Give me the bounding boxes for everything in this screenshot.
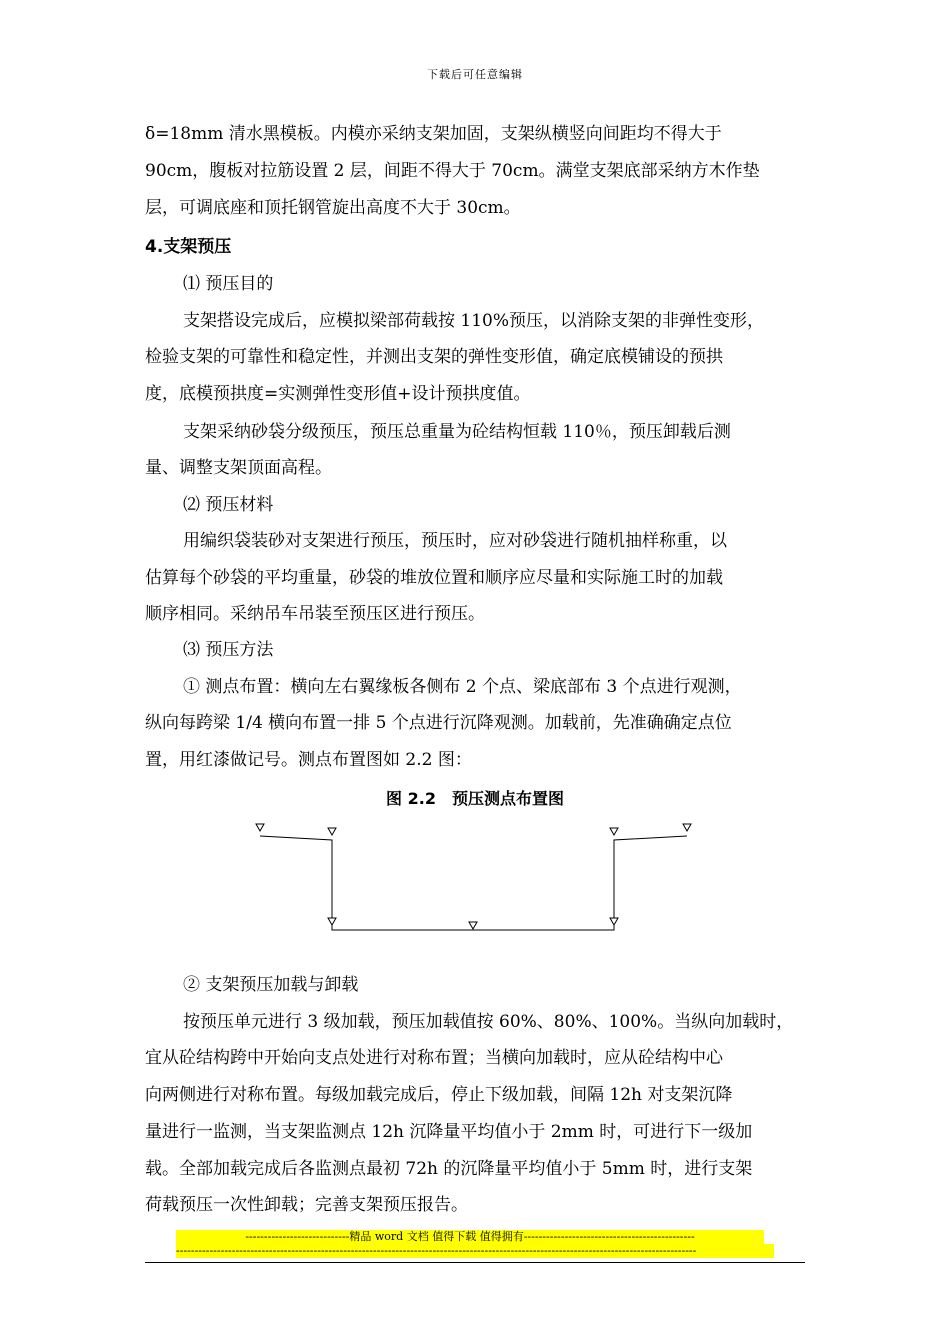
subsection-heading: ⑴ 预压目的 [183,274,274,294]
paragraph-line: 按预压单元进行 3 级加载，预压加载值按 60%、80%、100%。当纵向加载时， [183,1012,794,1032]
page-header: 下载后可任意编辑 [427,68,523,81]
measuring-point-marker [328,828,336,835]
paragraph-line: 量进行一监测，当支架监测点 12h 沉降量平均值小于 2mm 时，可进行下一级加 [145,1122,753,1142]
paragraph-line: 支架搭设完成后，应模拟梁部荷载按 110%预压，以消除支架的非弹性变形， [183,311,765,331]
paragraph-line: 90cm，腹板对拉筋设置 2 层，间距不得大于 70cm。满堂支架底部采纳方木作垫 [145,161,760,181]
paragraph-line: 估算每个砂袋的平均重量，砂袋的堆放位置和顺序应尽量和实际施工时的加载 [145,568,723,588]
measuring-point-marker [610,828,618,835]
paragraph-line: 置，用红漆做记号。测点布置图如 2.2 图： [145,750,472,770]
paragraph-line: ① 测点布置：横向左右翼缘板各侧布 2 个点、梁底部布 3 个点进行观测， [183,677,742,697]
section-heading: 4.支架预压 [145,237,232,257]
paragraph-line: 宜从砼结构跨中开始向支点处进行对称布置；当横向加载时，应从砼结构中心 [145,1048,723,1068]
paragraph-line: 向两侧进行对称布置。每级加载完成后，停止下级加载，间隔 12h 对支架沉降 [145,1085,733,1105]
paragraph-line: δ=18mm 清水黑模板。内模亦采纳支架加固，支架纵横竖向间距均不得大于 [145,124,722,144]
paragraph-line: 度，底模预拱度=实测弹性变形值+设计预拱度值。 [145,384,531,404]
paragraph-line: 支架采纳砂袋分级预压，预压总重量为砼结构恒载 110％，预压卸载后测 [183,422,731,442]
measuring-point-marker [610,918,618,925]
paragraph-line: 检验支架的可靠性和稳定性，并测出支架的弹性变形值，确定底模铺设的预拱 [145,347,723,367]
footer-rule [145,1262,805,1263]
paragraph-line: 用编织袋装砂对支架进行预压，预压时，应对砂袋进行随机抽样称重，以 [183,531,727,551]
paragraph-line: 荷载预压一次性卸载；完善支架预压报告。 [145,1195,468,1215]
measuring-point-marker [328,918,336,925]
figure-caption: 图 2.2 预压测点布置图 [386,789,564,808]
beam-outline [260,836,687,930]
paragraph-line: 纵向每跨梁 1/4 横向布置一排 5 个点进行沉降观测。加载前，先准确确定点位 [145,713,732,733]
measuring-point-marker [469,922,477,929]
paragraph-line: 量、调整支架顶面高程。 [145,458,332,478]
subsection-heading: ② 支架预压加载与卸载 [183,975,359,995]
measuring-point-marker [683,824,691,831]
paragraph-line: 载。全部加载完成后各监测点最初 72h 的沉降量平均值小于 5mm 时，进行支架 [145,1159,753,1179]
paragraph-line: 顺序相同。采纳吊车吊装至预压区进行预压。 [145,604,485,624]
measuring-point-marker [256,824,264,831]
footer-banner: ----------------------------精品 word 文档 值得下载 值得拥有---------------------------------------------- [176,1230,764,1244]
subsection-heading: ⑶ 预压方法 [183,640,274,660]
measuring-point-diagram [250,818,700,938]
footer-dashes: -------------------------------------------------------------------------------------------------------------------------------------------- [176,1244,774,1258]
paragraph-line: 层，可调底座和顶托钢管旋出高度不大于 30cm。 [145,198,521,218]
subsection-heading: ⑵ 预压材料 [183,495,274,515]
